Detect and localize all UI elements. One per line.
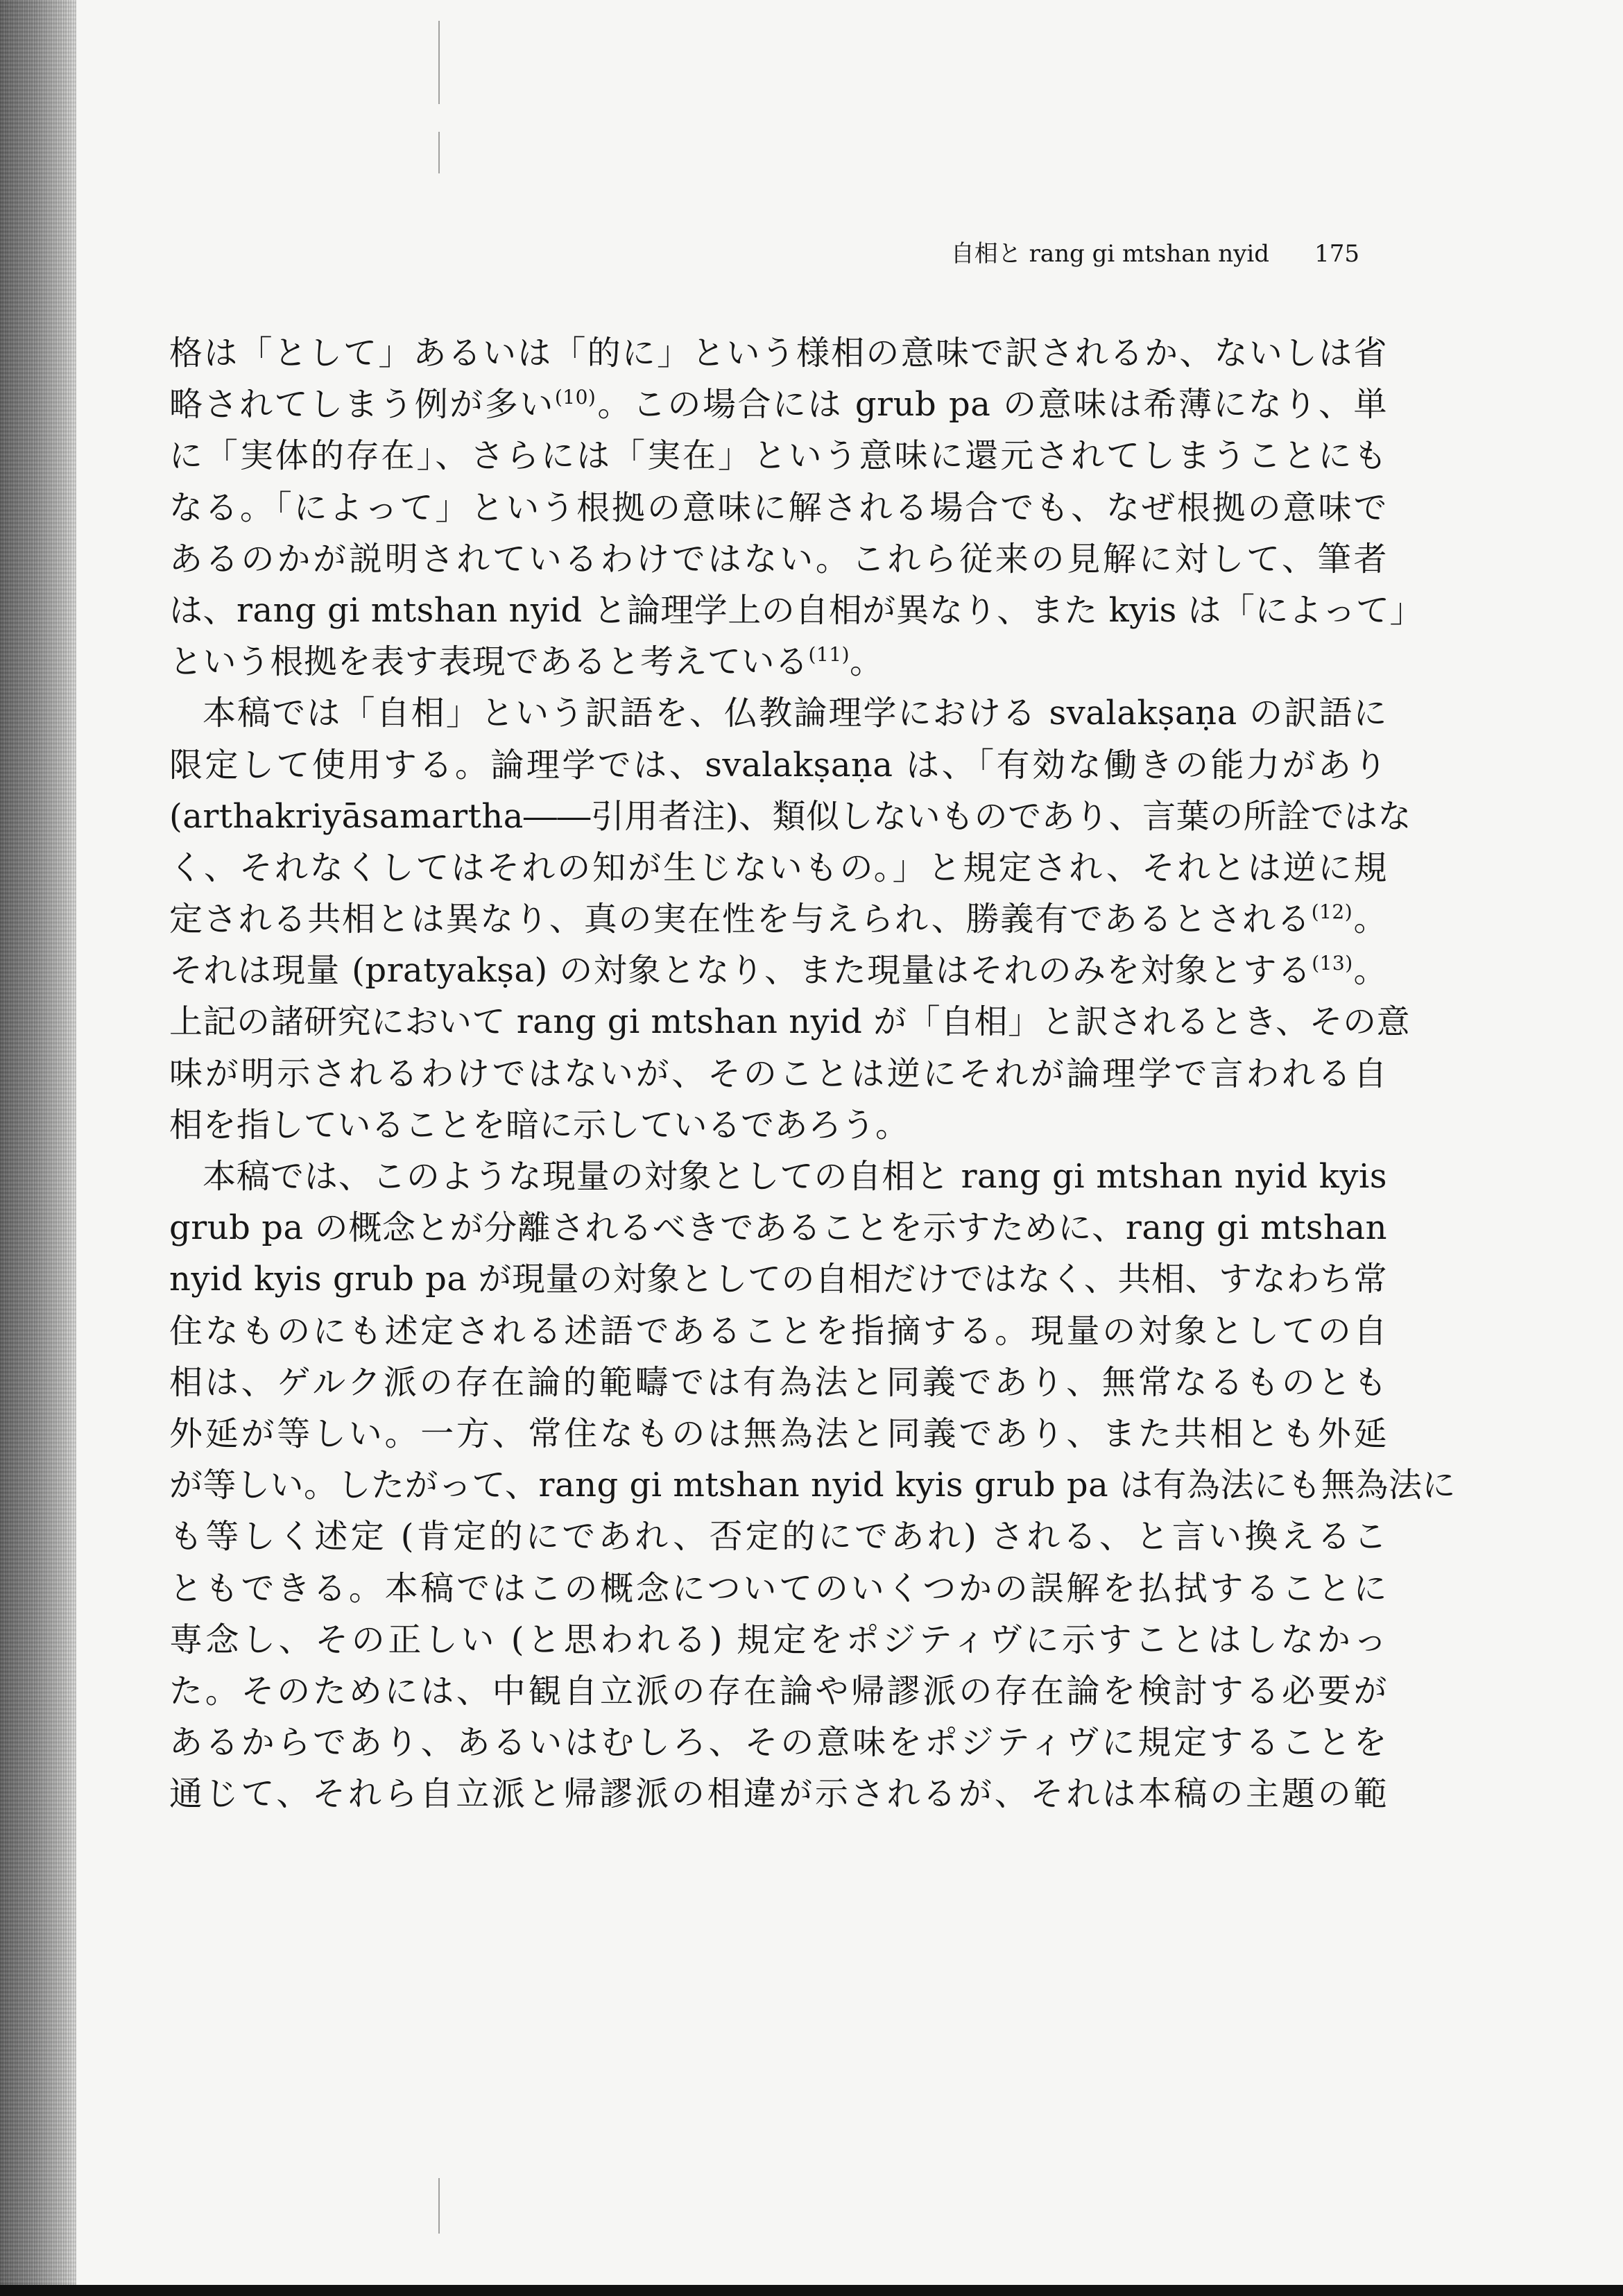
text-line: も等しく述定 (肯定的にであれ、否定的にであれ) される、と言い換えるこ xyxy=(169,1517,1387,1557)
text-line: 上記の諸研究において rang gi mtshan nyid が「自相」と訳されるとき、その意 xyxy=(169,1002,1411,1042)
text-line: 格は「として」あるいは「的に」という様相の意味で訳されるか、ないしは省 xyxy=(169,334,1387,372)
text-line: それは現量 (pratyakṣa) の対象となり、また現量はそれのみを対象とする$^{(13)}$。 xyxy=(169,951,1387,991)
scan-edge-shadow xyxy=(0,0,76,2296)
text-line: あるのかが説明されているわけではない。これら従来の見解に対して、筆者 xyxy=(169,539,1387,579)
footnote-ref: (12) xyxy=(1311,900,1353,924)
text-line: grub pa の概念とが分離されるべきであることを示すために、rang gi mtshan xyxy=(169,1208,1387,1248)
body-text xyxy=(169,327,1456,1819)
text-line: に「実体的存在」、さらには「実在」という意味に還元されてしまうことにも xyxy=(169,436,1387,476)
paragraph xyxy=(169,1151,1456,1819)
footnote-ref: (10) xyxy=(554,386,596,409)
running-head-title: 自相と rang gi mtshan nyid xyxy=(950,240,1269,268)
footnote-ref: (11) xyxy=(808,643,850,667)
text-line: あるからであり、あるいはむしろ、その意味をポジティヴに規定することを xyxy=(169,1723,1387,1763)
fold-mark xyxy=(438,2178,440,2234)
running-head xyxy=(860,233,1387,275)
text-line: (arthakriyāsamartha――引用者注)、類似しないものであり、言葉の所詮ではな xyxy=(169,796,1412,836)
text-line: 本稿では、このような現量の対象としての自相と rang gi mtshan nyid kyis xyxy=(203,1157,1387,1196)
text-line: 外延が等しい。一方、常住なものは無為法と同義であり、また共相とも外延 xyxy=(169,1414,1387,1453)
text-line: ともできる。本稿ではこの概念についてのいくつかの誤解を払拭することに xyxy=(169,1568,1387,1608)
text-line: nyid kyis grub pa が現量の対象としての自相だけではなく、共相、すなわち常 xyxy=(169,1260,1387,1299)
text-line: 専念し、その正しい (と思われる) 規定をポジティヴに示すことはしなかっ xyxy=(169,1620,1387,1659)
page-number: 175 xyxy=(1314,240,1359,268)
paragraph xyxy=(169,687,1412,1151)
fold-mark xyxy=(438,21,440,104)
text-line: 限定して使用する。論理学では、svalakṣaṇa は、「有効な働きの能力があり xyxy=(169,745,1387,785)
text-line: が等しい。したがって、rang gi mtshan nyid kyis grub pa は有為法にも無為法に xyxy=(169,1466,1456,1505)
text-line: 味が明示されるわけではないが、そのことは逆にそれが論理学で言われる自 xyxy=(169,1054,1387,1093)
text-line: は、rang gi mtshan nyid と論理学上の自相が異なり、また kyis は「によって」 xyxy=(169,590,1424,630)
paragraph xyxy=(169,327,1424,687)
text-line: た。そのためには、中観自立派の存在論や帰謬派の存在論を検討する必要が xyxy=(169,1671,1387,1711)
text-line: 通じて、それら自立派と帰謬派の相違が示されるが、それは本稿の主題の範 xyxy=(169,1774,1387,1814)
text-line: 定される共相とは異なり、真の実在性を与えられ、勝義有であるとされる$^{(12)}$。 xyxy=(169,900,1387,939)
text-line: という根拠を表す表現であると考えている$^{(11)}$。 xyxy=(169,642,884,682)
text-line: なる。「によって」という根拠の意味に解される場合でも、なぜ根拠の意味で xyxy=(169,488,1387,527)
text-line: 住なものにも述定される述語であることを指摘する。現量の対象としての自 xyxy=(169,1311,1387,1351)
text-line: 略されてしまう例が多い$^{(10)}$。この場合には grub pa の意味は希薄になり、単 xyxy=(169,385,1387,425)
text-line: 相は、ゲルク派の存在論的範疇では有為法と同義であり、無常なるものとも xyxy=(169,1362,1387,1402)
fold-mark xyxy=(438,132,440,173)
footnote-ref: (13) xyxy=(1312,952,1353,975)
text-line: 本稿では「自相」という訳語を、仏教論理学における svalakṣaṇa の訳語に xyxy=(203,694,1387,733)
scan-bottom-edge xyxy=(0,2285,1623,2296)
text-line: 相を指していることを暗に示しているであろう。 xyxy=(169,1105,909,1145)
text-line: く、それなくしてはそれの知が生じないもの。」と規定され、それとは逆に規 xyxy=(169,848,1387,887)
